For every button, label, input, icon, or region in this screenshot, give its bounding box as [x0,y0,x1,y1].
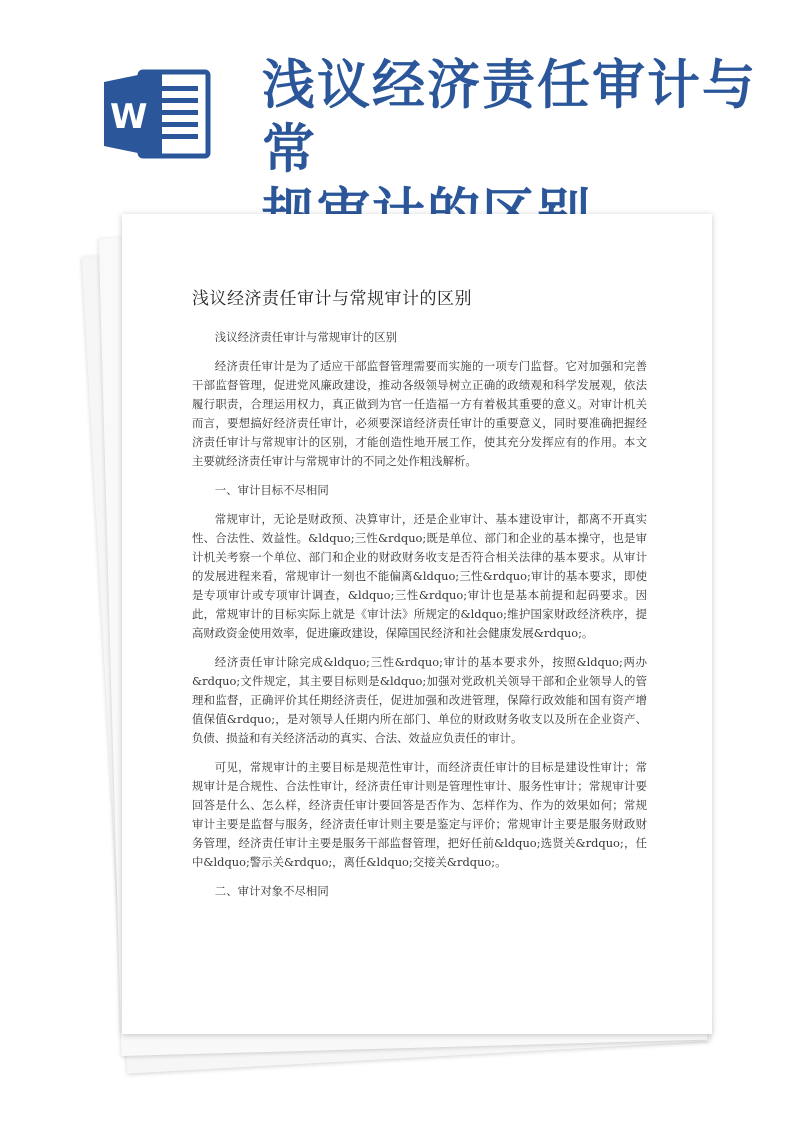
header [0,0,800,200]
section-heading: 二、审计对象不尽相同 [214,884,329,898]
paragraph: 经济责任审计是为了适应干部监督管理需要而实施的一项专门监督。它对加强和完善干部监督管理，促进党风廉政建设，推动各级领导树立正确的政绩观和科学发展观，依法履行职责，合理运用权力，真正做到为官一任造福一方有着极其重要的意义。对审计机关而言，要想搞好经济责任审计，必须要深谙经济责任审计的重要意义，同时要准确把握经济责任审计与常规审计的区别，才能创造性地开展工作，使其充分发挥应有的作用。本文主要就经济责任审计与常规审计的不同之处作粗浅解析。 [192,359,647,468]
title-line-1: 浅议经济责任审计与常 [262,55,757,180]
document-page [122,214,712,1034]
paragraph: 常规审计，无论是财政预、决算审计，还是企业审计、基本建设审计，都离不开真实性、合法性、效益性。&ldquo;三性&rdquo;既是单位、部门和企业的基本操守，也是审计机关考察一个单位、部门和企业的财政财务收支是否符合相关法律的基本要求。从审计的发展进程来看，常规审计一刻也不能偏离&ldquo;三性&rdquo;审计的基本要求，即使是专项审计或专项审计调查，&ldquo;三性&rdquo;审计也是基本前提和起码要求。因此，常规审计的目标实际上就是《审计法》所规定的&ldquo;维护国家财政经济秩序，提高财政资金使用效率，促进廉政建设，保障国民经济和社会健康发展&rdquo;。 [192,512,647,640]
svg-text:W: W [110,97,148,137]
document-body [192,328,647,911]
paragraph-subtitle: 浅议经济责任审计与常规审计的区别 [214,330,398,344]
word-document-icon [102,66,214,162]
paragraph: 可见，常规审计的主要目标是规范性审计，而经济责任审计的目标是建设性审计；常规审计是合规性、合法性审计，经济责任审计则是管理性审计、服务性审计；常规审计要回答是什么、怎么样，经济责任审计要回答是否作为、怎样作为、作为的效果如何；常规审计主要是监督与服务，经济责任审计则主要是鉴定与评价；常规审计主要是服务财政财务管理，经济责任审计主要是服务干部监督管理，把好任前&ldquo;选贤关&rdquo;，任中&ldquo;警示关&rdquo;，离任&ldquo;交接关&rdquo;。 [192,760,647,869]
section-heading: 一、审计目标不尽相同 [214,483,329,497]
document-title: 浅议经济责任审计与常规审计的区别 [192,289,472,309]
paragraph: 经济责任审计除完成&ldquo;三性&rdquo;审计的基本要求外，按照&ldquo;两办&rdquo;文件规定，其主要目标则是&ldquo;加强对党政机关领导干部和企业领导人的管理和监督，正确评价其任期经济责任，促进加强和改进管理，保障行政效能和国有资产增值保值&rdquo;，是对领导人任期内所在部门、单位的财政财务收支以及所在企业资产、负债、损益和有关经济活动的真实、合法、效益应负责任的审计。 [192,655,647,745]
